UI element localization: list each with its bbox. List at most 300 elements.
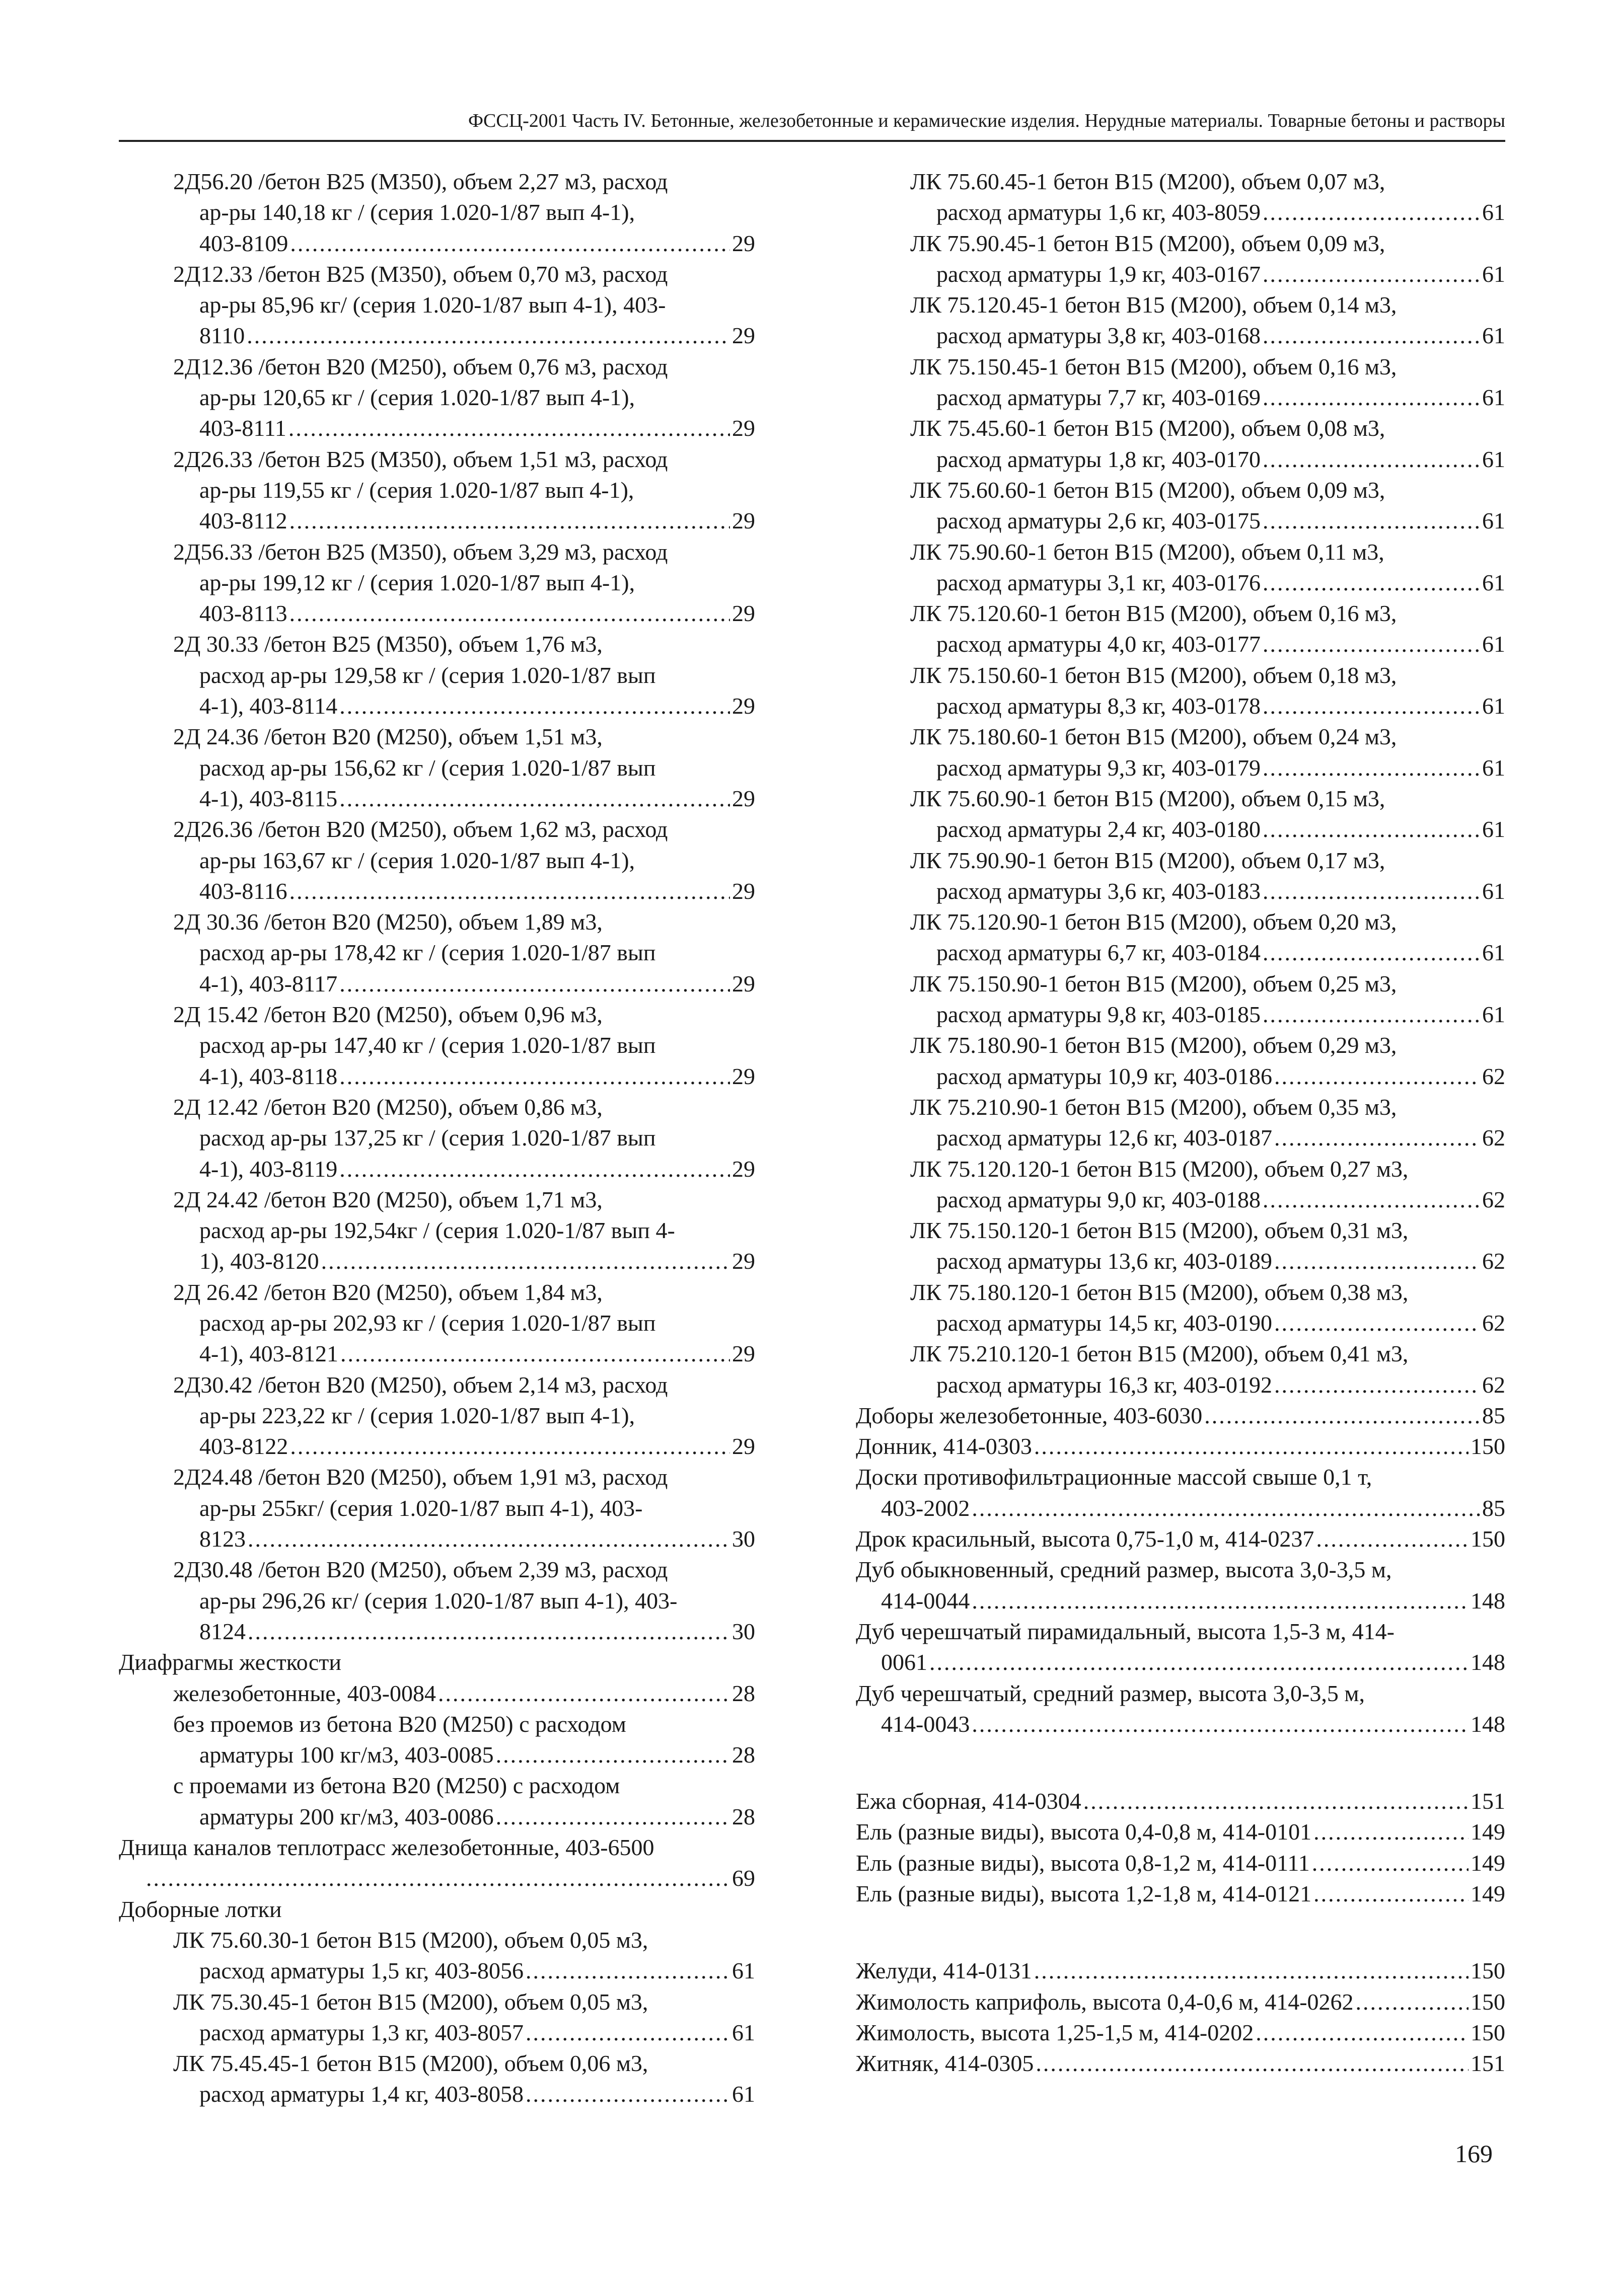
index-column-left (119, 166, 755, 2110)
entry-text-line: ар-ры 255кг/ (серия 1.020-1/87 вып 4-1), 403- (199, 1495, 643, 1521)
index-entry (856, 2048, 1505, 2079)
page-reference: 61 (1482, 446, 1505, 472)
section-gap (856, 1909, 1505, 1955)
entry-leader-line (856, 382, 1505, 413)
entry-leader-line (119, 2017, 755, 2048)
entry-text-line: 403-8109 (199, 230, 288, 256)
entry-text-line: ар-ры 85,96 кг/ (серия 1.020-1/87 вып 4-1), 403- (199, 292, 666, 318)
entry-text-line: ЛК 75.90.90-1 бетон В15 (М200), объем 0,17 м3, (910, 847, 1385, 873)
entry-leader-line (119, 968, 755, 999)
entry-leader-line (856, 629, 1505, 659)
entry-leader-line (856, 1816, 1505, 1847)
entry-leader-line (856, 1955, 1505, 1986)
dot-leader (1274, 1061, 1480, 1092)
index-subentry (119, 1277, 755, 1369)
dot-leader (247, 320, 730, 351)
index-subentry (856, 228, 1505, 290)
entry-text-line: расход арматуры 16,3 кг, 403-0192 (936, 1371, 1273, 1398)
entry-leader-line (119, 1739, 755, 1770)
index-entry (856, 1462, 1505, 1523)
index-subentry (856, 166, 1505, 228)
entry-leader-line (119, 876, 755, 906)
entry-text-line: расход арматуры 8,3 кг, 403-0178 (936, 693, 1261, 719)
entry-text-line: расход ар-ры 192,54кг / (серия 1.020-1/87 вып 4- (199, 1217, 675, 1244)
dot-leader (289, 598, 730, 629)
entry-text-line: 4-1), 403-8117 (199, 970, 338, 997)
index-subentry (856, 906, 1505, 968)
entry-text-line: Днища каналов теплотрасс железобетонные, 403-6500 (119, 1834, 654, 1861)
entry-leader-line (856, 567, 1505, 598)
dot-leader (1274, 1246, 1480, 1276)
index-subentry (119, 1925, 755, 1986)
entry-text-line: без проемов из бетона В20 (М250) с расходом (173, 1711, 626, 1737)
entry-text-line: Донник, 414-0303 (856, 1433, 1032, 1460)
entry-leader-line (856, 1369, 1505, 1400)
index-entry (856, 1431, 1505, 1462)
entry-text-line: ар-ры 119,55 кг / (серия 1.020-1/87 вып 4-1), (199, 477, 634, 503)
index-entry (856, 2017, 1505, 2048)
section-gap (856, 1739, 1505, 1786)
entry-leader-line (856, 1061, 1505, 1092)
dot-leader (1263, 691, 1480, 721)
entry-text-line: ЛК 75.90.45-1 бетон В15 (М200), объем 0,09 м3, (910, 230, 1385, 256)
entry-text-line: 4-1), 403-8114 (199, 693, 338, 719)
entry-text-line: 2Д24.48 /бетон В20 (М250), объем 1,91 м3, расход (173, 1464, 668, 1490)
index-subentry (856, 413, 1505, 475)
header-rule (119, 140, 1505, 142)
page-reference: 85 (1482, 1402, 1505, 1428)
dot-leader (1034, 1955, 1469, 1986)
entry-text-line: 2Д 24.42 /бетон В20 (М250), объем 1,71 м3, (173, 1186, 603, 1212)
entry-text-line: Дрок красильный, высота 0,75-1,0 м, 414-0237 (856, 1526, 1314, 1552)
dot-leader (1263, 320, 1480, 351)
index-subentry (119, 1554, 755, 1647)
index-subentry (119, 351, 755, 444)
dot-leader (1263, 999, 1480, 1030)
page-reference: 148 (1471, 1711, 1505, 1737)
page-reference: 62 (1482, 1186, 1505, 1212)
page-reference: 29 (732, 230, 755, 256)
entry-text-line: расход арматуры 6,7 кг, 403-0184 (936, 940, 1261, 966)
entry-text-line: расход арматуры 9,0 кг, 403-0188 (936, 1186, 1261, 1212)
entry-text-line: ар-ры 120,65 кг / (серия 1.020-1/87 вып 4-1), (199, 385, 635, 411)
dot-leader (289, 876, 730, 906)
page-reference: 61 (1482, 940, 1505, 966)
dot-leader (339, 968, 730, 999)
dot-leader (1274, 1308, 1480, 1338)
dot-leader (1036, 2048, 1469, 2079)
dot-leader (972, 1585, 1469, 1616)
dot-leader (321, 1246, 730, 1276)
index-entry (856, 1955, 1505, 1986)
entry-leader-line (119, 2079, 755, 2109)
entry-leader-line (119, 691, 755, 721)
entry-leader-line (119, 505, 755, 536)
index-subentry (119, 444, 755, 537)
entry-text-line: 4-1), 403-8115 (199, 785, 338, 811)
entry-text-line: расход арматуры 10,9 кг, 403-0186 (936, 1063, 1273, 1089)
entry-text-line: 414-0044 (881, 1587, 970, 1614)
running-header: ФССЦ-2001 Часть IV. Бетонные, железобетонные и керамические изделия. Нерудные материалы. Товарные бетоны и растворы (468, 110, 1505, 131)
page-reference: 62 (1482, 1125, 1505, 1151)
entry-text-line: железобетонные, 403-0084 (173, 1680, 436, 1706)
page-reference: 28 (732, 1680, 755, 1706)
entry-text-line: ЛК 75.150.90-1 бетон В15 (М200), объем 0,25 м3, (910, 970, 1397, 997)
index-subentry (119, 1462, 755, 1554)
page-reference: 29 (732, 600, 755, 627)
entry-leader-line (856, 1308, 1505, 1338)
entry-text-line: 4-1), 403-8118 (199, 1063, 338, 1089)
entry-text-line: расход ар-ры 178,42 кг / (серия 1.020-1/87 вып (199, 940, 656, 966)
page-reference: 61 (1482, 385, 1505, 411)
dot-leader (1312, 1848, 1469, 1878)
page-reference: 29 (732, 878, 755, 904)
index-column-right (856, 166, 1505, 2079)
entry-text-line: расход арматуры 3,1 кг, 403-0176 (936, 569, 1261, 595)
entry-text-line: Ель (разные виды), высота 0,4-0,8 м, 414-0101 (856, 1819, 1312, 1845)
page-reference: 61 (732, 2081, 755, 2107)
dot-leader (1263, 1184, 1480, 1215)
entry-text-line: расход арматуры 13,6 кг, 403-0189 (936, 1248, 1273, 1274)
dot-leader (1204, 1400, 1480, 1431)
entry-text-line: Дуб черешчатый пирамидальный, высота 1,5-3 м, 414- (856, 1618, 1395, 1644)
entry-text-line: ЛК 75.150.120-1 бетон В15 (М200), объем 0,31 м3, (910, 1217, 1409, 1244)
index-subentry (119, 1678, 755, 1709)
page-reference: 150 (1471, 1433, 1505, 1460)
entry-leader-line (119, 1616, 755, 1647)
entry-text-line: 2Д56.20 /бетон В25 (М350), объем 2,27 м3, расход (173, 169, 668, 194)
index-subentry (119, 259, 755, 351)
entry-leader-line (856, 1709, 1505, 1739)
entry-text-line: ЛК 75.60.60-1 бетон В15 (М200), объем 0,09 м3, (910, 477, 1385, 503)
page-reference: 29 (732, 1341, 755, 1367)
entry-text-line: расход арматуры 7,7 кг, 403-0169 (936, 385, 1261, 411)
dot-leader (1263, 505, 1480, 536)
entry-text-line: расход арматуры 1,3 кг, 403-8057 (199, 2019, 524, 2045)
entry-text-line: расход арматуры 9,3 кг, 403-0179 (936, 754, 1261, 781)
entry-text-line: 8124 (199, 1618, 246, 1644)
dot-leader (1274, 1369, 1480, 1400)
page-reference: 149 (1471, 1819, 1505, 1845)
entry-leader-line (119, 1431, 755, 1462)
entry-text-line: Дуб обыкновенный, средний размер, высота 3,0-3,5 м, (856, 1557, 1392, 1583)
dot-leader (1263, 629, 1480, 659)
page-reference: 69 (732, 1865, 755, 1891)
page-number: 169 (1455, 2139, 1493, 2168)
dot-leader (1083, 1786, 1469, 1816)
entry-text-line: ар-ры 296,26 кг/ (серия 1.020-1/87 вып 4-1), 403- (199, 1587, 678, 1614)
page-reference: 151 (1471, 1788, 1505, 1814)
index-entry (856, 1878, 1505, 1909)
page-reference: 61 (1482, 508, 1505, 534)
page-reference: 62 (1482, 1063, 1505, 1089)
entry-text-line: ЛК 75.45.45-1 бетон В15 (М200), объем 0,06 м3, (173, 2050, 648, 2077)
entry-text-line: 2Д 30.33 /бетон В25 (М350), объем 1,76 м3, (173, 631, 603, 657)
entry-text-line: Доборные лотки (119, 1896, 282, 1922)
index-subentry (856, 1215, 1505, 1277)
index-entry (856, 1523, 1505, 1554)
page-reference: 29 (732, 970, 755, 997)
dot-leader (146, 1863, 730, 1893)
index-subentry (856, 1154, 1505, 1215)
entry-leader-line (856, 1493, 1505, 1523)
index-subentry (119, 166, 755, 259)
index-subentry (119, 629, 755, 721)
page-reference: 29 (732, 1156, 755, 1182)
dot-leader (1313, 1816, 1469, 1847)
entry-text-line: 2Д30.48 /бетон В20 (М250), объем 2,39 м3, расход (173, 1557, 668, 1583)
entry-text-line: 414-0043 (881, 1711, 970, 1737)
entry-text-line: ЛК 75.30.45-1 бетон В15 (М200), объем 0,05 м3, (173, 1988, 648, 2015)
dot-leader (340, 1338, 730, 1369)
entry-leader-line (856, 752, 1505, 783)
entry-text-line: Доборы железобетонные, 403-6030 (856, 1402, 1203, 1428)
page-reference: 61 (1482, 261, 1505, 287)
index-subentry (119, 1184, 755, 1277)
entry-text-line: Жимолость каприфоль, высота 0,4-0,6 м, 414-0262 (856, 1988, 1354, 2015)
page-reference: 62 (1482, 1310, 1505, 1336)
entry-text-line: 403-8122 (199, 1433, 288, 1460)
entry-leader-line (856, 1647, 1505, 1677)
entry-leader-line (856, 1400, 1505, 1431)
entry-text-line: расход ар-ры 202,93 кг / (серия 1.020-1/87 вып (199, 1310, 656, 1336)
dot-leader (339, 691, 730, 721)
index-subentry (119, 1709, 755, 1771)
entry-leader-line (856, 444, 1505, 475)
dot-leader (1256, 2017, 1469, 2048)
entry-text-line: Житняк, 414-0305 (856, 2050, 1034, 2077)
entry-text-line: 2Д 12.42 /бетон В20 (М250), объем 0,86 м3, (173, 1094, 603, 1120)
entry-text-line: 2Д12.36 /бетон В20 (М250), объем 0,76 м3, расход (173, 353, 668, 379)
entry-text-line: ар-ры 223,22 кг / (серия 1.020-1/87 вып 4-1), (199, 1402, 635, 1428)
entry-text-line: расход ар-ры 156,62 кг / (серия 1.020-1/87 вып (199, 754, 656, 781)
entry-text-line: 403-8113 (199, 600, 287, 627)
entry-text-line: расход арматуры 9,8 кг, 403-0185 (936, 1002, 1261, 1028)
index-entry (119, 1832, 755, 1894)
dot-leader (526, 2017, 730, 2048)
page-reference: 28 (732, 1742, 755, 1768)
dot-leader (1263, 876, 1480, 906)
dot-leader (1274, 1122, 1480, 1153)
index-subentry (856, 351, 1505, 413)
dot-leader (1356, 1986, 1469, 2017)
entry-text-line: 8110 (199, 323, 245, 349)
entry-text-line: Ежа сборная, 414-0304 (856, 1788, 1081, 1814)
entry-text-line: ар-ры 140,18 кг / (серия 1.020-1/87 вып 4-1), (199, 199, 635, 225)
dot-leader (526, 2079, 730, 2109)
page-reference: 28 (732, 1803, 755, 1829)
page-reference: 29 (732, 693, 755, 719)
index-entry (856, 1400, 1505, 1431)
index-subentry (856, 660, 1505, 722)
entry-text-line: арматуры 100 кг/м3, 403-0085 (199, 1742, 494, 1768)
entry-leader-line (119, 1061, 755, 1092)
entry-text-line: с проемами из бетона В20 (М250) с расходом (173, 1773, 620, 1799)
page-reference: 29 (732, 1063, 755, 1089)
index-subentry (119, 814, 755, 906)
entry-text-line: расход ар-ры 137,25 кг / (серия 1.020-1/87 вып (199, 1125, 656, 1151)
page-reference: 62 (1482, 1371, 1505, 1398)
index-subentry (856, 845, 1505, 907)
index-subentry (119, 1986, 755, 2048)
index-subentry (856, 475, 1505, 537)
entry-leader-line (856, 691, 1505, 721)
entry-leader-line (856, 505, 1505, 536)
entry-text-line: 2Д30.42 /бетон В20 (М250), объем 2,14 м3, расход (173, 1371, 668, 1398)
page-reference: 29 (732, 1248, 755, 1274)
dot-leader (1263, 382, 1480, 413)
entry-text-line: расход арматуры 2,6 кг, 403-0175 (936, 508, 1261, 534)
page-reference: 150 (1471, 1958, 1505, 1984)
page-reference: 150 (1471, 1526, 1505, 1552)
entry-text-line: 4-1), 403-8119 (199, 1156, 338, 1182)
entry-leader-line (856, 259, 1505, 289)
entry-leader-line (119, 1523, 755, 1554)
entry-text-line: Диафрагмы жесткости (119, 1649, 341, 1675)
dot-leader (288, 413, 730, 443)
index-subentry (856, 537, 1505, 598)
entry-text-line: ЛК 75.210.120-1 бетон В15 (М200), объем 0,41 м3, (910, 1341, 1409, 1367)
entry-leader-line (119, 1154, 755, 1184)
entry-text-line: расход арматуры 3,8 кг, 403-0168 (936, 323, 1261, 349)
index-entry (856, 1816, 1505, 1847)
page-reference: 61 (1482, 323, 1505, 349)
entry-text-line: 2Д 30.36 /бетон В20 (М250), объем 1,89 м3, (173, 909, 603, 935)
entry-text-line: ЛК 75.60.30-1 бетон В15 (М200), объем 0,05 м3, (173, 1927, 648, 1953)
page-reference: 61 (1482, 631, 1505, 657)
dot-leader (339, 783, 730, 814)
entry-leader-line (119, 320, 755, 351)
entry-text-line: расход арматуры 3,6 кг, 403-0183 (936, 878, 1261, 904)
entry-leader-line (856, 999, 1505, 1030)
entry-text-line: 8123 (199, 1526, 246, 1552)
page-reference: 61 (1482, 754, 1505, 781)
entry-text-line: расход ар-ры 129,58 кг / (серия 1.020-1/87 вып (199, 662, 656, 688)
page-reference: 61 (1482, 878, 1505, 904)
entry-leader-line (856, 2017, 1505, 2048)
page-reference: 148 (1471, 1649, 1505, 1675)
entry-text-line: ЛК 75.180.90-1 бетон В15 (М200), объем 0,29 м3, (910, 1032, 1397, 1058)
entry-leader-line (119, 1338, 755, 1369)
page-reference: 29 (732, 415, 755, 441)
index-subentry (856, 289, 1505, 351)
index-subentry (856, 1092, 1505, 1154)
index-subentry (856, 1030, 1505, 1092)
entry-text-line: Ель (разные виды), высота 0,8-1,2 м, 414-0111 (856, 1850, 1310, 1876)
entry-text-line: Жимолость, высота 1,25-1,5 м, 414-0202 (856, 2019, 1254, 2045)
entry-leader-line (856, 1523, 1505, 1554)
page-reference: 61 (1482, 199, 1505, 225)
entry-text-line: ЛК 75.60.90-1 бетон В15 (М200), объем 0,15 м3, (910, 785, 1385, 811)
entry-text-line: 4-1), 403-8121 (199, 1341, 338, 1367)
dot-leader (496, 1739, 730, 1770)
entry-text-line: расход арматуры 1,9 кг, 403-0167 (936, 261, 1261, 287)
page-reference: 29 (732, 785, 755, 811)
entry-text-line: 2Д56.33 /бетон В25 (М350), объем 3,29 м3, расход (173, 539, 668, 565)
index-subentry (856, 721, 1505, 783)
entry-leader-line (856, 1878, 1505, 1909)
entry-text-line: 2Д 24.36 /бетон В20 (М250), объем 1,51 м3, (173, 724, 603, 750)
entry-text-line: Желуди, 414-0131 (856, 1958, 1032, 1984)
entry-leader-line (119, 1678, 755, 1709)
dot-leader (496, 1801, 730, 1832)
entry-text-line: расход арматуры 4,0 кг, 403-0177 (936, 631, 1261, 657)
entry-leader-line (119, 413, 755, 443)
index-entry (856, 1986, 1505, 2017)
page-reference: 29 (732, 323, 755, 349)
page-reference: 149 (1471, 1850, 1505, 1876)
entry-text-line: Ель (разные виды), высота 1,2-1,8 м, 414-0121 (856, 1881, 1312, 1907)
dot-leader (1313, 1878, 1469, 1909)
dot-leader (1263, 197, 1480, 227)
entry-text-line: ЛК 75.120.45-1 бетон В15 (М200), объем 0,14 м3, (910, 292, 1397, 318)
entry-leader-line (119, 1246, 755, 1276)
index-entry (856, 1554, 1505, 1616)
entry-text-line: 2Д 15.42 /бетон В20 (М250), объем 0,96 м3, (173, 1002, 603, 1028)
page-reference: 85 (1482, 1495, 1505, 1521)
page-reference: 149 (1471, 1881, 1505, 1907)
index-subentry (119, 721, 755, 814)
index-entry (856, 1786, 1505, 1816)
entry-text-line: расход арматуры 2,4 кг, 403-0180 (936, 816, 1261, 843)
page-reference: 150 (1471, 2019, 1505, 2045)
entry-text-line: ЛК 75.150.45-1 бетон В15 (М200), объем 0,16 м3, (910, 353, 1397, 379)
entry-text-line: ЛК 75.120.120-1 бетон В15 (М200), объем 0,27 м3, (910, 1156, 1409, 1182)
entry-text-line: ЛК 75.210.90-1 бетон В15 (М200), объем 0,35 м3, (910, 1094, 1397, 1120)
dot-leader (929, 1647, 1469, 1677)
index-subentry (119, 1369, 755, 1462)
page-reference: 61 (732, 1958, 755, 1984)
page-reference: 30 (732, 1526, 755, 1552)
page-reference: 61 (1482, 1002, 1505, 1028)
entry-leader-line (119, 783, 755, 814)
dot-leader (1034, 1431, 1469, 1462)
entry-text-line: арматуры 200 кг/м3, 403-0086 (199, 1803, 494, 1829)
entry-text-line: расход арматуры 1,6 кг, 403-8059 (936, 199, 1261, 225)
entry-text-line: ар-ры 199,12 кг / (серия 1.020-1/87 вып 4-1), (199, 569, 635, 595)
dot-leader (972, 1493, 1480, 1523)
entry-leader-line (856, 1986, 1505, 2017)
index-subentry (119, 2048, 755, 2110)
entry-text-line: 2Д12.33 /бетон В25 (М350), объем 0,70 м3, расход (173, 261, 668, 287)
dot-leader (339, 1154, 730, 1184)
dot-leader (1263, 259, 1480, 289)
index-subentry (119, 537, 755, 629)
page-reference: 61 (1482, 816, 1505, 843)
index-subentry (119, 999, 755, 1092)
entry-text-line: ЛК 75.180.60-1 бетон В15 (М200), объем 0,24 м3, (910, 724, 1397, 750)
entry-text-line: ЛК 75.120.90-1 бетон В15 (М200), объем 0,20 м3, (910, 909, 1397, 935)
entry-leader-line (119, 228, 755, 259)
index-subentry (856, 1338, 1505, 1400)
dot-leader (1316, 1523, 1469, 1554)
entry-leader-line (856, 876, 1505, 906)
entry-text-line: расход арматуры 14,5 кг, 403-0190 (936, 1310, 1273, 1336)
entry-text-line: ар-ры 163,67 кг / (серия 1.020-1/87 вып 4-1), (199, 847, 635, 873)
entry-text-line: 0061 (881, 1649, 927, 1675)
page-reference: 150 (1471, 1988, 1505, 2015)
entry-leader-line (119, 598, 755, 629)
entry-text-line: 403-8116 (199, 878, 287, 904)
index-entry (856, 1678, 1505, 1740)
entry-text-line: ЛК 75.150.60-1 бетон В15 (М200), объем 0,18 м3, (910, 662, 1397, 688)
index-entry (856, 1848, 1505, 1878)
index-entry (119, 1647, 755, 1677)
entry-text-line: расход ар-ры 147,40 кг / (серия 1.020-1/87 вып (199, 1032, 656, 1058)
entry-text-line: 403-8111 (199, 415, 286, 441)
dot-leader (1263, 937, 1480, 968)
entry-leader-line (119, 1955, 755, 1986)
